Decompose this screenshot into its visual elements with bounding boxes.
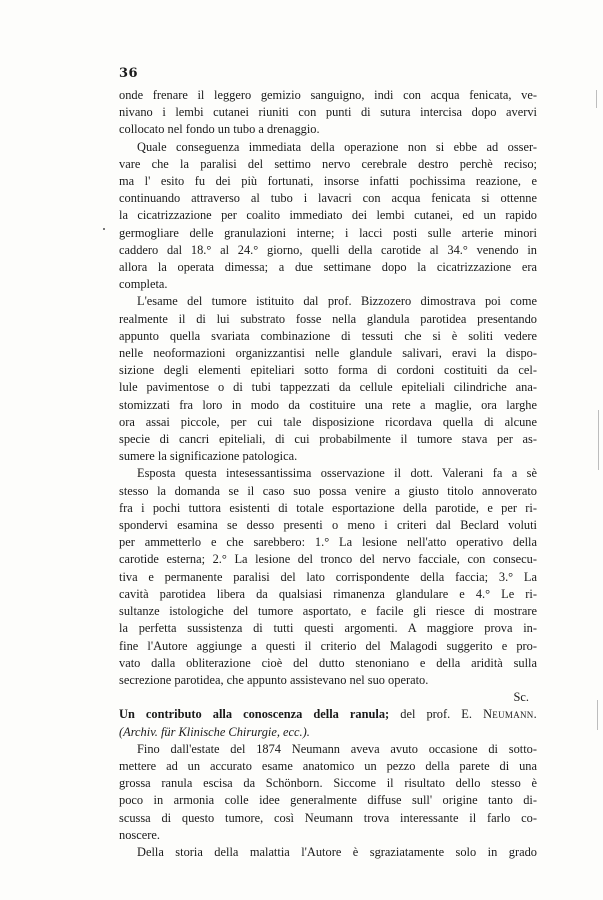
article-journal: (Archiv. für Klinische Chirurgie, ecc.). [119, 724, 310, 739]
paragraph-1 [119, 87, 537, 139]
text-line: ma l' esito fu dei più fortunati, insorse infatti pochissima reazione, e [119, 174, 537, 189]
paragraph-5 [119, 741, 537, 844]
text-line: sumere la significazione patologica. [119, 449, 298, 464]
article-heading-line [119, 706, 537, 723]
text-line: scussa di questo tumore, così Neumann trova interessante il farlo co- [119, 810, 537, 825]
text-line: Fino dall'estate del 1874 Neumann aveva avuto occasione di sotto- [137, 741, 537, 756]
text-line: vato dalla obliterazione cioè del dutto stenoniano e della aridità sulla [119, 655, 537, 670]
text-line: allora la operata dimessa; a due settimane dopo la cicatrizzazione era [119, 260, 537, 275]
text-line: nivano i lembi cutanei riuniti con punti di sutura intercisa dopo avervi [119, 105, 537, 120]
text-line: Quale conseguenza immediata della operazione non si ebbe ad osser- [137, 139, 537, 154]
text-line: noscere. [119, 827, 160, 842]
text-line: completa. [119, 277, 168, 292]
scan-artifact [596, 90, 597, 108]
signature: Sc. [513, 690, 529, 705]
text-line: Esposta questa intesessantissima osservazione il dott. Valerani fa a sè [137, 466, 537, 481]
text-line: carotide esterna; 2.° La lesione del tronco del nervo facciale, con consecu- [119, 552, 537, 567]
text-line: onde frenare il leggero gemizio sanguigno, indi con acqua fenicata, ve- [119, 88, 537, 102]
text-line: L'esame del tumore istituito dal prof. Bizzozero dimostrava poi come [137, 294, 537, 309]
article-author-prefix: del prof. E. [389, 707, 484, 722]
paragraph-6 [119, 844, 537, 861]
text-line: fra i pochi tuttora esistenti di totale esportazione della parotide, e per ri- [119, 500, 537, 515]
text-line: stomizzati fra loro in modo da costituire una rete a maglie, ora larghe [119, 397, 537, 412]
text-line: continuando attraverso al tubo i lavacri con acqua fenicata si ottenne [119, 191, 537, 206]
text-line: caddero dal 18.° al 24.° giorno, quelli della carotide al 34.° venendo in [119, 242, 537, 257]
text-line: sultanze istologiche del tumore asportato, e facile gli riesce di mostrare [119, 604, 537, 619]
text-line: mettere ad un accurato esame anatomico un pezzo della parete di una [119, 758, 537, 773]
scan-artifact [598, 410, 599, 470]
text-line: vare che la paralisi del settimo nervo cerebrale destro perchè reciso; [119, 156, 537, 171]
text-line: grossa ranula escisa da Schönborn. Siccome il risultato dello stesso è [119, 776, 537, 791]
text-line: specie di cancri epiteliali, di cui probabilmente il tumore stava per as- [119, 432, 537, 447]
paragraph-2 [119, 139, 537, 294]
text-line: per ammetterlo e che sarebbero: 1.° La lesione nell'atto operativo della [119, 535, 537, 550]
paragraph-4 [119, 465, 537, 689]
text-line: collocato nel fondo un tubo a drenaggio. [119, 122, 320, 137]
text-line: appunto quella svariata combinazione di tessuti che si è soliti vedere [119, 328, 537, 343]
text-line: poco in armonia colle idee generalmente diffuse sull' origine tanto di- [119, 793, 537, 808]
article-title: Un contributo alla conoscenza della ranula; [119, 707, 390, 722]
text-line: sizione degli elementi epiteliari sotto forma di cordoni costituiti da cel- [119, 363, 537, 378]
text-line: la perfetta sussistenza di tutti questi argomenti. A maggiore prova in- [119, 621, 537, 636]
text-line: lule pavimentose o di tubi tappezzati da cellule epiteliali cilindriche ana- [119, 380, 537, 395]
text-line: la cicatrizzazione per coalito immediato dei lembi cutanei, ed un rapido [119, 208, 537, 223]
text-line: realmente il di lui substrato fosse nella glandula parotidea presentando [119, 311, 537, 326]
article-heading [119, 706, 537, 740]
text-line: fine l'Autore aggiunge a questi il criterio del Malagodi suggerito e pro- [119, 638, 537, 653]
article-author: Neumann. [483, 707, 538, 722]
scan-artifact [103, 228, 105, 230]
text-line: tiva e permanente paralisi del lato corrispondente della faccia; 3.° La [119, 569, 537, 584]
text-line: stesso la domanda se il caso suo possa venire a giusto titolo annoverato [119, 483, 537, 498]
paragraph-3 [119, 293, 537, 465]
text-line: spondervi esamina se desso presenti o meno i criteri dal Beclard voluti [119, 518, 537, 533]
text-line: germogliare delle granulazioni interne; i lacci posti sulle arterie minori [119, 225, 537, 240]
text-line: secrezione parotidea, che appunto assistevano nel suo operato. [119, 672, 429, 687]
text-line: nelle neoformazioni organizzantisi nelle glandule salivari, eravi la dispo- [119, 346, 537, 361]
scan-artifact [597, 700, 598, 730]
text-line: cavità parotidea libera da qualsiasi rimanenza glandulare e 4.° Le ri- [119, 586, 537, 601]
body-text [119, 87, 537, 861]
text-line: Della storia della malattia l'Autore è sgraziatamente solo in grado [137, 844, 537, 859]
page-number: 36 [119, 66, 139, 81]
text-line: ora assai piccole, per cui tale disposizione ricordava quella di alcune [119, 414, 537, 429]
